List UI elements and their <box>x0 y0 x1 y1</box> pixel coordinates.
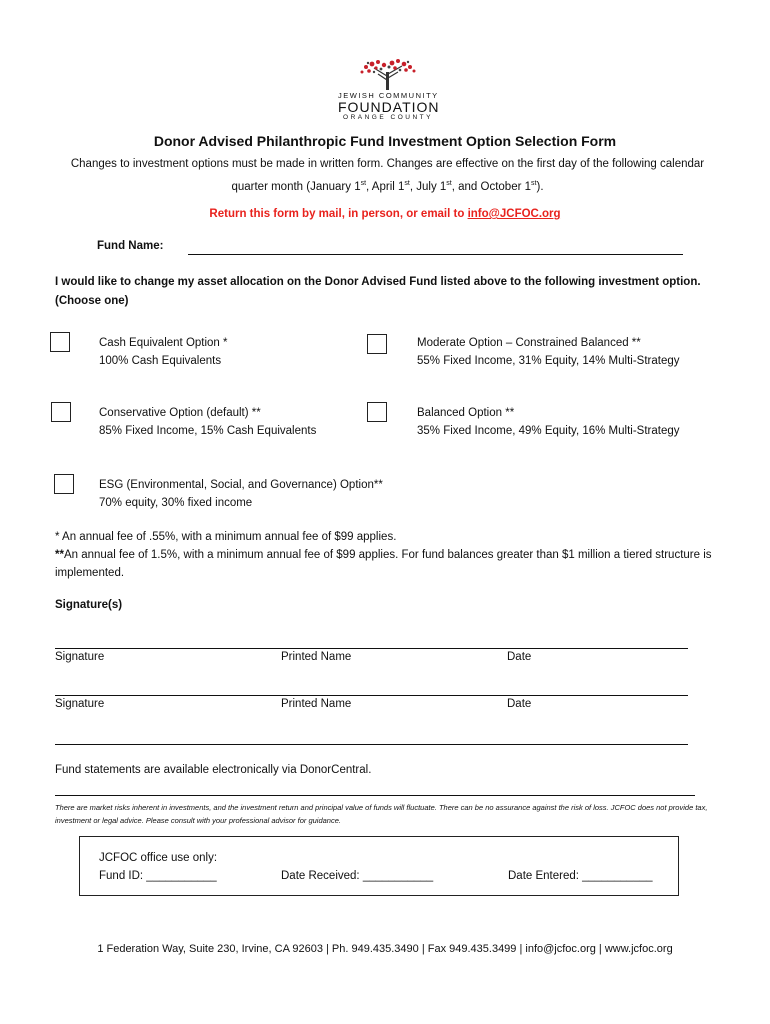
option-name: ESG (Environmental, Social, and Governance) Option** <box>99 479 383 491</box>
conservative-checkbox[interactable] <box>51 402 71 422</box>
option-detail: 70% equity, 30% fixed income <box>99 497 253 509</box>
option-detail: 35% Fixed Income, 49% Equity, 16% Multi-Strategy <box>417 425 680 437</box>
signature-line-3[interactable] <box>55 744 688 745</box>
cash-equivalent-option <box>99 334 228 370</box>
foundation-logo <box>338 58 438 121</box>
logo-text-line1: JEWISH COMMUNITY <box>338 91 439 100</box>
divider <box>55 795 695 796</box>
esg-option <box>99 476 383 512</box>
signatures-heading: Signature(s) <box>55 599 123 611</box>
option-name: Balanced Option ** <box>417 407 515 419</box>
disclaimer: There are market risks inherent in investments, and the investment return and principal value of funds will fluctuate. There can be no assurance against the risk of loss. JCFOC does not provide tax, investment or legal advice. Please consult with your professional advisor for guidance. <box>55 803 708 825</box>
allocation-instruction: I would like to change my asset allocation on the Donor Advised Fund listed above to the following investment option. (Choose one) <box>55 276 701 307</box>
logo-text-line3: ORANGE COUNTY <box>343 114 433 121</box>
fund-id-field[interactable]: Fund ID: ___________ <box>99 870 217 882</box>
conservative-option <box>99 404 316 440</box>
date-label: Date <box>507 651 532 663</box>
statements-note: Fund statements are available electronically via DonorCentral. <box>55 764 372 776</box>
signature-line-1[interactable] <box>55 648 688 649</box>
office-use-box <box>79 836 679 896</box>
fund-name-label: Fund Name: <box>97 240 164 252</box>
option-name: Conservative Option (default) ** <box>99 407 261 419</box>
date-entered-field[interactable]: Date Entered: ___________ <box>508 870 653 882</box>
balanced-option <box>417 404 680 440</box>
intro-text: Changes to investment options must be made in written form. Changes are effective on the first day of the following calendar quarter month (January 1st, April 1st, July 1st, and October 1st). <box>70 158 705 193</box>
option-detail: 85% Fixed Income, 15% Cash Equivalents <box>99 425 317 437</box>
tree-icon <box>348 58 428 90</box>
signature-label: Signature <box>55 698 105 710</box>
printed-name-label: Printed Name <box>281 698 352 710</box>
fee-note-1: * An annual fee of .55%, with a minimum annual fee of $99 applies. <box>55 531 397 543</box>
logo-text-line2: FOUNDATION <box>338 99 440 115</box>
footer-contact: 1 Federation Way, Suite 230, Irvine, CA 92603 | Ph. 949.435.3490 | Fax 949.435.3499 | info@jcfoc.org | www.jcfoc.org <box>97 943 673 955</box>
signature-line-2[interactable] <box>55 695 688 696</box>
cash-equivalent-checkbox[interactable] <box>50 332 70 352</box>
printed-name-label: Printed Name <box>281 651 352 663</box>
option-detail: 55% Fixed Income, 31% Equity, 14% Multi-Strategy <box>417 355 680 367</box>
form-title: Donor Advised Philanthropic Fund Investment Option Selection Form <box>153 133 617 149</box>
fee-note-2: **An annual fee of 1.5%, with a minimum annual fee of $99 applies. For fund balances greater than $1 million a tiered structure is implemented. <box>55 549 712 579</box>
esg-checkbox[interactable] <box>54 474 74 494</box>
moderate-option <box>417 334 680 370</box>
return-email-link[interactable]: info@JCFOC.org <box>467 208 561 220</box>
office-use-heading: JCFOC office use only: <box>99 852 218 864</box>
option-name: Cash Equivalent Option * <box>99 337 228 349</box>
option-detail: 100% Cash Equivalents <box>99 355 222 367</box>
balanced-checkbox[interactable] <box>367 402 387 422</box>
option-name: Moderate Option – Constrained Balanced ** <box>417 337 641 349</box>
signature-label: Signature <box>55 651 105 663</box>
fund-name-field[interactable] <box>188 254 683 255</box>
date-label: Date <box>507 698 532 710</box>
return-instruction: Return this form by mail, in person, or email to info@JCFOC.org <box>209 208 561 220</box>
date-received-field[interactable]: Date Received: ___________ <box>281 870 434 882</box>
moderate-checkbox[interactable] <box>367 334 387 354</box>
